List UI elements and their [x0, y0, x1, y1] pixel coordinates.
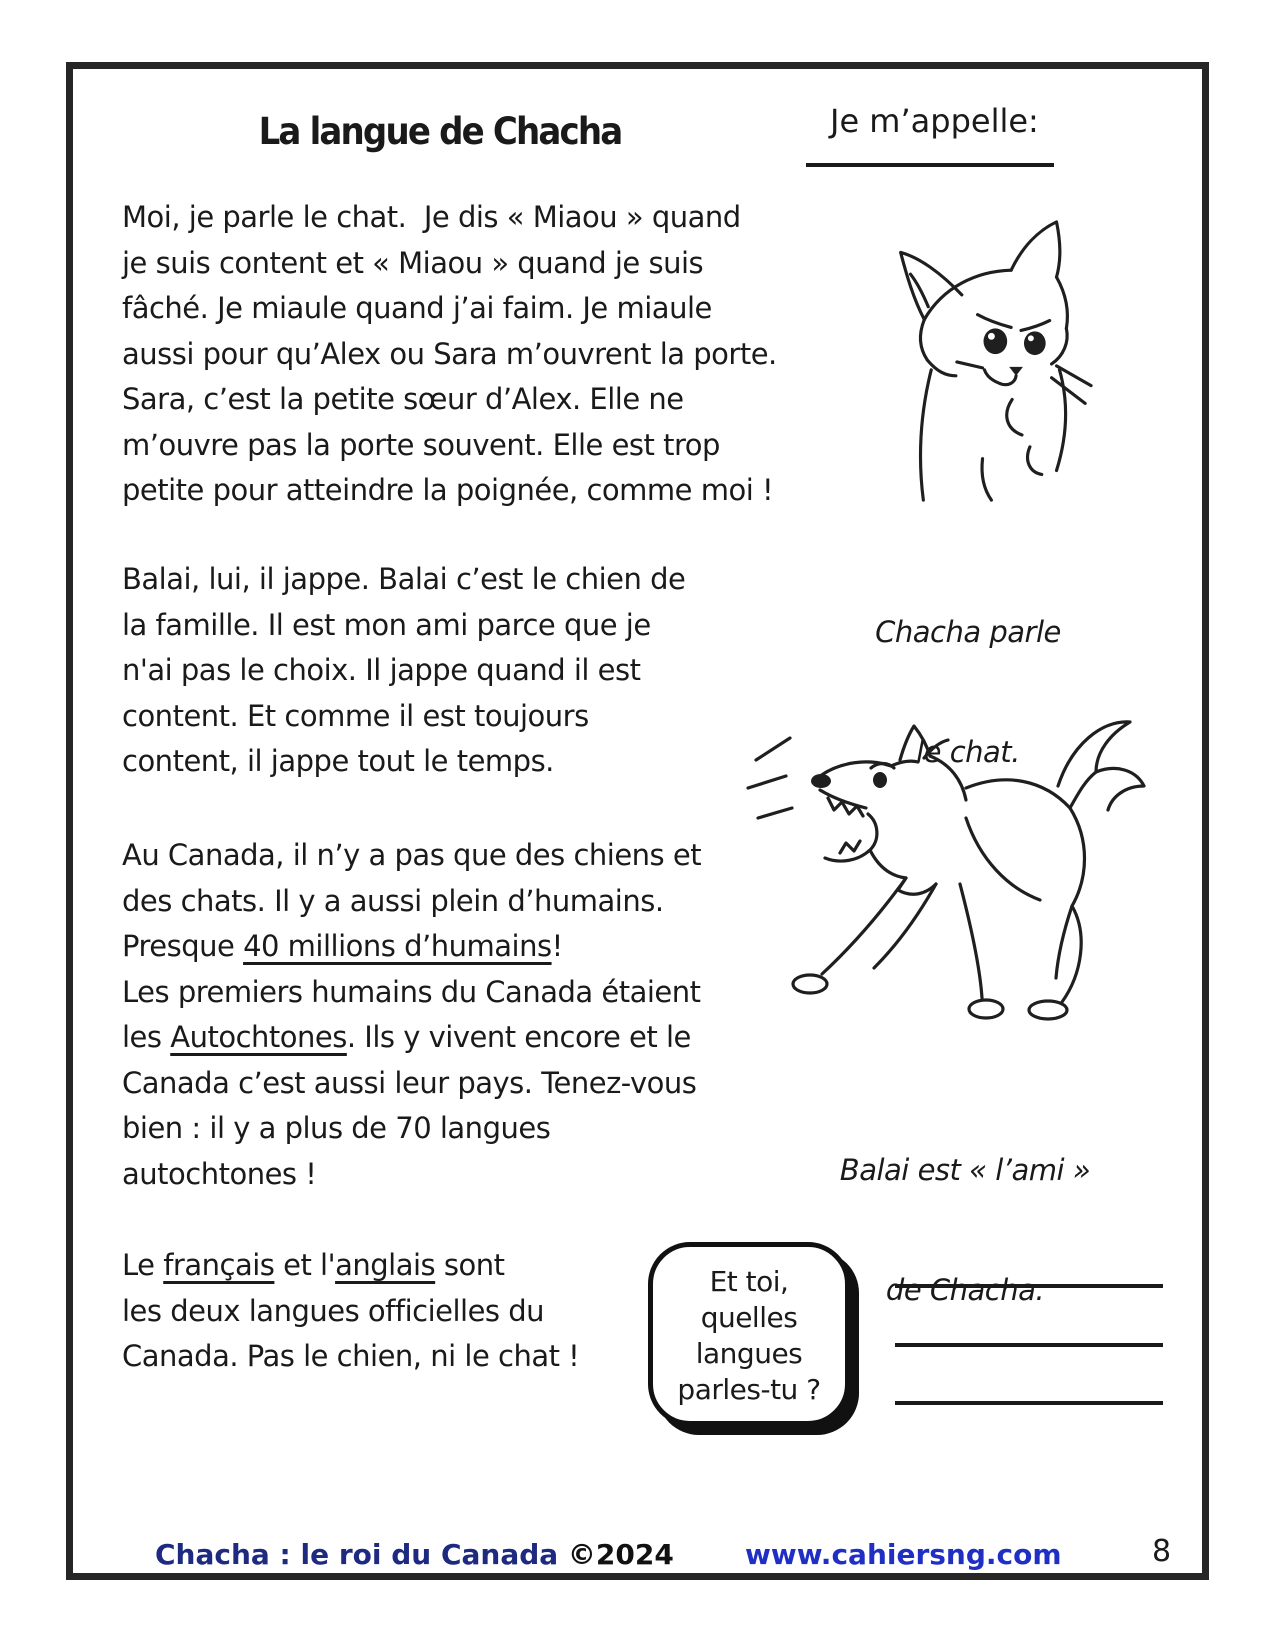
cat-illustration	[862, 212, 1107, 508]
paragraph-3	[122, 833, 701, 1197]
caption-line: le chat.	[916, 735, 1020, 769]
text-segment: sont	[435, 1248, 505, 1282]
text-line: Balai, lui, il jappe. Balai c’est le chien de	[122, 562, 686, 596]
name-label: Je m’appelle:	[830, 102, 1039, 140]
text-line: Moi, je parle le chat. Je dis « Miaou » quand	[122, 200, 741, 234]
text-line	[122, 924, 701, 970]
text-segment: et l'	[274, 1248, 336, 1282]
text-line: Les premiers humains du Canada étaient	[122, 974, 701, 1009]
text-line: autochtones !	[122, 1156, 317, 1191]
text-line: je suis content et « Miaou » quand je suis	[122, 245, 704, 280]
text-line: content, il jappe tout le temps.	[122, 744, 554, 778]
worksheet-title: La langue de Chacha	[258, 110, 622, 153]
caption-line: Balai est « l’ami »	[839, 1153, 1091, 1187]
footer-series	[155, 1538, 674, 1571]
text-line: m’ouvre pas la porte souvent. Elle est trop	[122, 427, 720, 462]
answer-line-2	[895, 1343, 1163, 1347]
text-line: n'ai pas le choix. Il jappe quand il est	[122, 653, 641, 687]
name-blank-line	[806, 163, 1054, 167]
text-line: Canada c’est aussi leur pays. Tenez-vous	[122, 1065, 697, 1100]
paragraph-1	[122, 195, 777, 514]
text-line: des chats. Il y a aussi plein d’humains.	[122, 883, 664, 918]
text-segment: Presque	[122, 929, 244, 963]
text-line: content. Et comme il est toujours	[122, 698, 589, 733]
text-segment: !	[551, 929, 563, 963]
caption-line: Chacha parle	[875, 615, 1061, 649]
text-line	[122, 1015, 701, 1061]
dog-illustration	[728, 668, 1152, 1100]
paragraph-2	[122, 557, 685, 785]
text-line: les deux langues officielles du	[122, 1293, 545, 1328]
paragraph-4	[122, 1243, 579, 1380]
answer-line-3	[895, 1401, 1163, 1405]
text-segment: Le	[122, 1248, 164, 1282]
text-line: Sara, c’est la petite sœur d’Alex. Elle ne	[122, 382, 684, 416]
text-line: bien : il y a plus de 70 langues	[122, 1111, 551, 1145]
underlined-text: anglais	[335, 1248, 436, 1282]
underlined-text: 40 millions d’humains	[243, 929, 552, 963]
text-segment: les	[122, 1020, 171, 1054]
text-line: petite pour atteindre la poignée, comme moi !	[122, 473, 774, 507]
bubble-line: parles-tu ?	[677, 1373, 821, 1406]
footer-website: www.cahiersng.com	[745, 1538, 1062, 1571]
bubble-line: langues	[695, 1337, 803, 1370]
footer-copyright: ©2024	[567, 1538, 674, 1571]
text-line: fâché. Je miaule quand j’ai faim. Je miaule	[122, 291, 712, 325]
page-number: 8	[1152, 1534, 1172, 1569]
caption-line: de Chacha.	[885, 1273, 1045, 1307]
text-line: Au Canada, il n’y a pas que des chiens et	[122, 838, 702, 872]
text-line: aussi pour qu’Alex ou Sara m’ouvrent la porte.	[122, 336, 777, 371]
text-segment: . Ils y vivent encore et le	[346, 1020, 691, 1054]
bubble-line: Et toi,	[709, 1265, 789, 1298]
text-line: Canada. Pas le chien, ni le chat !	[122, 1339, 580, 1373]
footer-series-title: Chacha : le roi du Canada	[155, 1538, 568, 1571]
underlined-text: français	[163, 1248, 275, 1282]
bubble-line: quelles	[700, 1301, 798, 1334]
answer-line-1	[895, 1284, 1163, 1288]
text-line	[122, 1243, 579, 1289]
text-line: la famille. Il est mon ami parce que je	[122, 607, 651, 642]
speech-bubble	[648, 1242, 850, 1426]
underlined-text: Autochtones	[170, 1020, 347, 1054]
